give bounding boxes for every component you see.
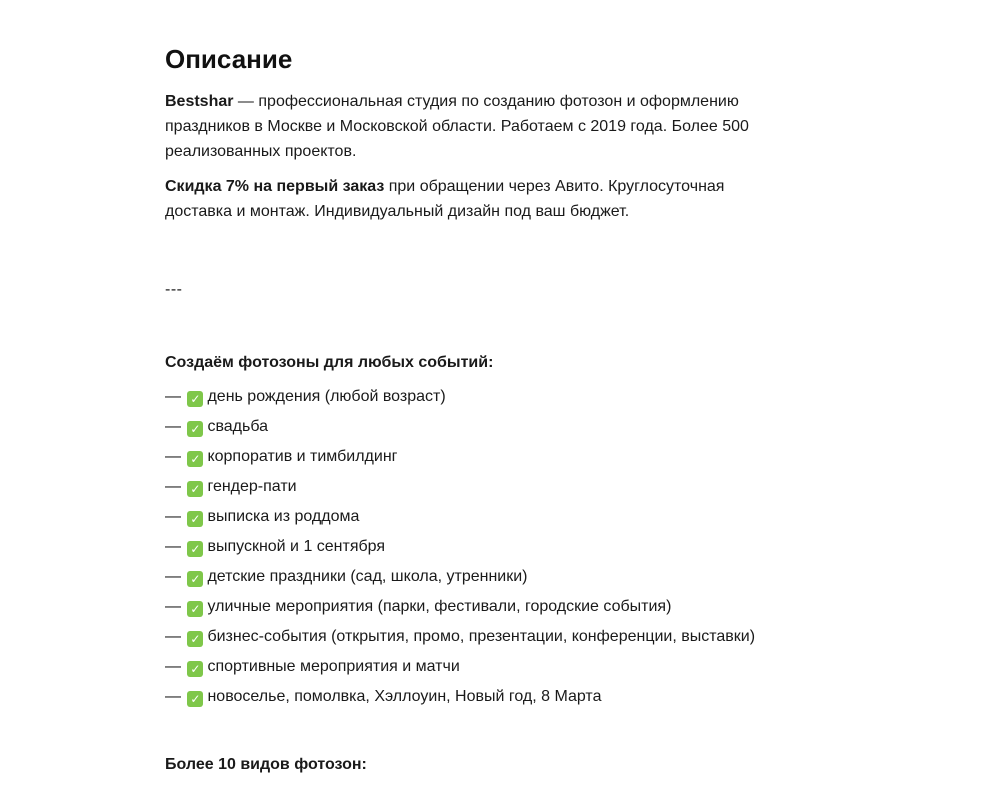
list-item-text: день рождения (любой возраст) bbox=[207, 388, 446, 405]
list-dash: — bbox=[165, 658, 186, 675]
list-item bbox=[165, 684, 785, 709]
list-item-text: детские праздники (сад, школа, утренники) bbox=[207, 568, 528, 585]
list-item bbox=[165, 624, 785, 649]
events-list bbox=[165, 384, 785, 709]
brand-name: Bestshar bbox=[165, 93, 234, 110]
promo-highlight: Скидка 7% на первый заказ bbox=[165, 178, 385, 195]
list-item bbox=[165, 474, 785, 499]
list-dash: — bbox=[165, 508, 186, 525]
check-mark-icon: ✓ bbox=[187, 451, 203, 467]
list-item-text: бизнес-события (открытия, промо, презентации, конференции, выставки) bbox=[207, 628, 756, 645]
promo-text: при обращении через Авито. Круглосуточная доставка и монтаж. Индивидуальный дизайн под ваш бюджет. bbox=[165, 178, 725, 220]
list-item-text: спортивные мероприятия и матчи bbox=[207, 658, 460, 675]
list-dash: — bbox=[165, 568, 186, 585]
check-mark-icon: ✓ bbox=[187, 691, 203, 707]
list-dash: — bbox=[165, 478, 186, 495]
list-dash: — bbox=[165, 628, 186, 645]
description-content bbox=[165, 40, 785, 777]
list-dash: — bbox=[165, 538, 186, 555]
list-item bbox=[165, 414, 785, 439]
list-dash: — bbox=[165, 688, 186, 705]
list-dash: — bbox=[165, 448, 186, 465]
list-item-text: выписка из роддома bbox=[207, 508, 360, 525]
check-mark-icon: ✓ bbox=[187, 661, 203, 677]
list-dash: — bbox=[165, 388, 186, 405]
list-item bbox=[165, 534, 785, 559]
list-item bbox=[165, 444, 785, 469]
list-item-text: уличные мероприятия (парки, фестивали, городские события) bbox=[207, 598, 672, 615]
check-mark-icon: ✓ bbox=[187, 391, 203, 407]
list-item bbox=[165, 564, 785, 589]
list-item-text: гендер-пати bbox=[207, 478, 297, 495]
check-mark-icon: ✓ bbox=[187, 481, 203, 497]
check-mark-icon: ✓ bbox=[187, 421, 203, 437]
check-mark-icon: ✓ bbox=[187, 541, 203, 557]
list-item-text: выпускной и 1 сентября bbox=[207, 538, 386, 555]
page-title: Описание bbox=[165, 44, 293, 74]
types-section-title: Более 10 видов фотозон: bbox=[165, 756, 367, 773]
list-dash: — bbox=[165, 598, 186, 615]
check-mark-icon: ✓ bbox=[187, 571, 203, 587]
intro-paragraph bbox=[165, 89, 785, 164]
events-section-title: Создаём фотозоны для любых событий: bbox=[165, 354, 494, 371]
list-item-text: свадьба bbox=[207, 418, 269, 435]
intro-text: — профессиональная студия по созданию фотозон и оформлению праздников в Москве и Московской области. Работаем с 2019 года. Более 500 реализованных проектов. bbox=[165, 93, 749, 160]
check-mark-icon: ✓ bbox=[187, 511, 203, 527]
list-item bbox=[165, 384, 785, 409]
list-item bbox=[165, 594, 785, 619]
check-mark-icon: ✓ bbox=[187, 601, 203, 617]
list-dash: — bbox=[165, 418, 186, 435]
promo-paragraph bbox=[165, 174, 785, 224]
check-mark-icon: ✓ bbox=[187, 631, 203, 647]
list-item-text: корпоратив и тимбилдинг bbox=[207, 448, 398, 465]
list-item bbox=[165, 654, 785, 679]
list-item bbox=[165, 504, 785, 529]
divider: --- bbox=[165, 281, 183, 298]
list-item-text: новоселье, помолвка, Хэллоуин, Новый год, 8 Марта bbox=[207, 688, 602, 705]
